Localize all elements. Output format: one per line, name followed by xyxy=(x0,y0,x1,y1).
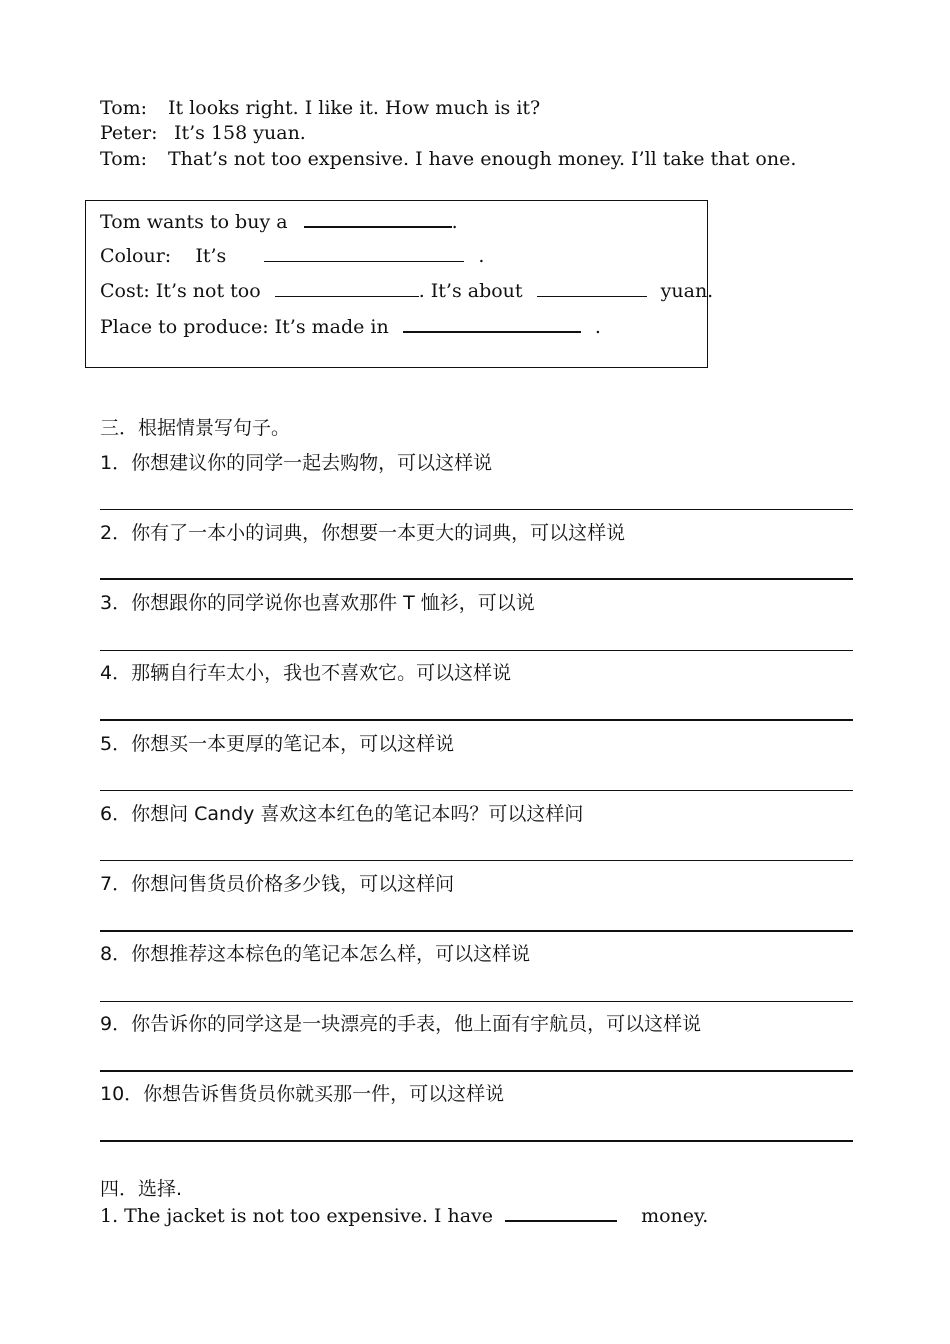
box-label: Place to produce: It’s made in xyxy=(100,316,389,338)
question-3: 3．你想跟你的同学说你也喜欢那件 T 恤衫，可以说 xyxy=(100,592,535,614)
section-4-title xyxy=(100,1174,182,1201)
answer-line-9[interactable] xyxy=(100,1070,853,1072)
box-line-colour xyxy=(100,245,484,267)
box-punct: . xyxy=(451,211,458,233)
speaker: Peter: xyxy=(100,122,158,144)
price-blank[interactable] xyxy=(537,280,647,297)
answer-line-7[interactable] xyxy=(100,930,853,932)
question-text: 1. The jacket is not too expensive. I have xyxy=(100,1205,493,1227)
box-line-place xyxy=(100,315,601,338)
answer-line-3[interactable] xyxy=(100,650,853,651)
answer-line-10[interactable] xyxy=(100,1140,853,1142)
answer-blank[interactable] xyxy=(505,1204,617,1222)
place-blank[interactable] xyxy=(403,315,581,333)
cost-blank[interactable] xyxy=(275,280,419,297)
answer-line-6[interactable] xyxy=(100,860,853,861)
box-label: yuan. xyxy=(660,280,714,302)
section-4-title-text: 四．选择. xyxy=(100,1178,183,1200)
answer-line-8[interactable] xyxy=(100,1001,853,1002)
question-9: 9．你告诉你的同学这是一块漂亮的手表，他上面有宇航员，可以这样说 xyxy=(100,1013,702,1035)
question-7: 7．你想问售货员价格多少钱，可以这样问 xyxy=(100,873,455,895)
answer-line-4[interactable] xyxy=(100,719,853,721)
box-line-item xyxy=(100,210,458,233)
box-label: Cost: It’s not too xyxy=(100,280,261,302)
question-10: 10．你想告诉售货员你就买那一件，可以这样说 xyxy=(100,1083,505,1105)
speaker: Tom: xyxy=(100,148,148,170)
box-line-cost xyxy=(100,280,713,302)
dialogue-text: It looks right. I like it. How much is it? xyxy=(168,97,541,119)
question-2: 2．你有了一本小的词典，你想要一本更大的词典，可以这样说 xyxy=(100,522,626,544)
colour-blank[interactable] xyxy=(264,245,464,262)
section-4-question-1 xyxy=(100,1204,708,1227)
question-6: 6．你想问 Candy 喜欢这本红色的笔记本吗？可以这样问 xyxy=(100,803,584,825)
answer-line-5[interactable] xyxy=(100,790,853,791)
dialogue-line-3 xyxy=(100,148,796,170)
box-punct: . xyxy=(478,245,485,267)
speaker: Tom: xyxy=(100,97,148,119)
question-5: 5．你想买一本更厚的笔记本，可以这样说 xyxy=(100,733,455,755)
question-8: 8．你想推荐这本棕色的笔记本怎么样，可以这样说 xyxy=(100,943,531,965)
question-4: 4．那辆自行车太小，我也不喜欢它。可以这样说 xyxy=(100,662,512,684)
question-text-end: money. xyxy=(641,1205,709,1227)
dialogue-text: It’s 158 yuan. xyxy=(174,122,306,144)
box-label: . It’s about xyxy=(418,280,523,302)
box-punct: . xyxy=(594,316,601,338)
answer-line-1[interactable] xyxy=(100,509,853,510)
item-blank[interactable] xyxy=(304,210,452,228)
section-3-title: 三．根据情景写句子。 xyxy=(100,417,291,439)
dialogue-line-2 xyxy=(100,122,306,144)
dialogue-text: That’s not too expensive. I have enough money. I’ll take that one. xyxy=(168,148,797,170)
answer-line-2[interactable] xyxy=(100,578,853,580)
box-label: Colour: It’s xyxy=(100,245,227,267)
dialogue-line-1 xyxy=(100,97,540,119)
box-label: Tom wants to buy a xyxy=(100,211,288,233)
question-1: 1．你想建议你的同学一起去购物，可以这样说 xyxy=(100,452,493,474)
